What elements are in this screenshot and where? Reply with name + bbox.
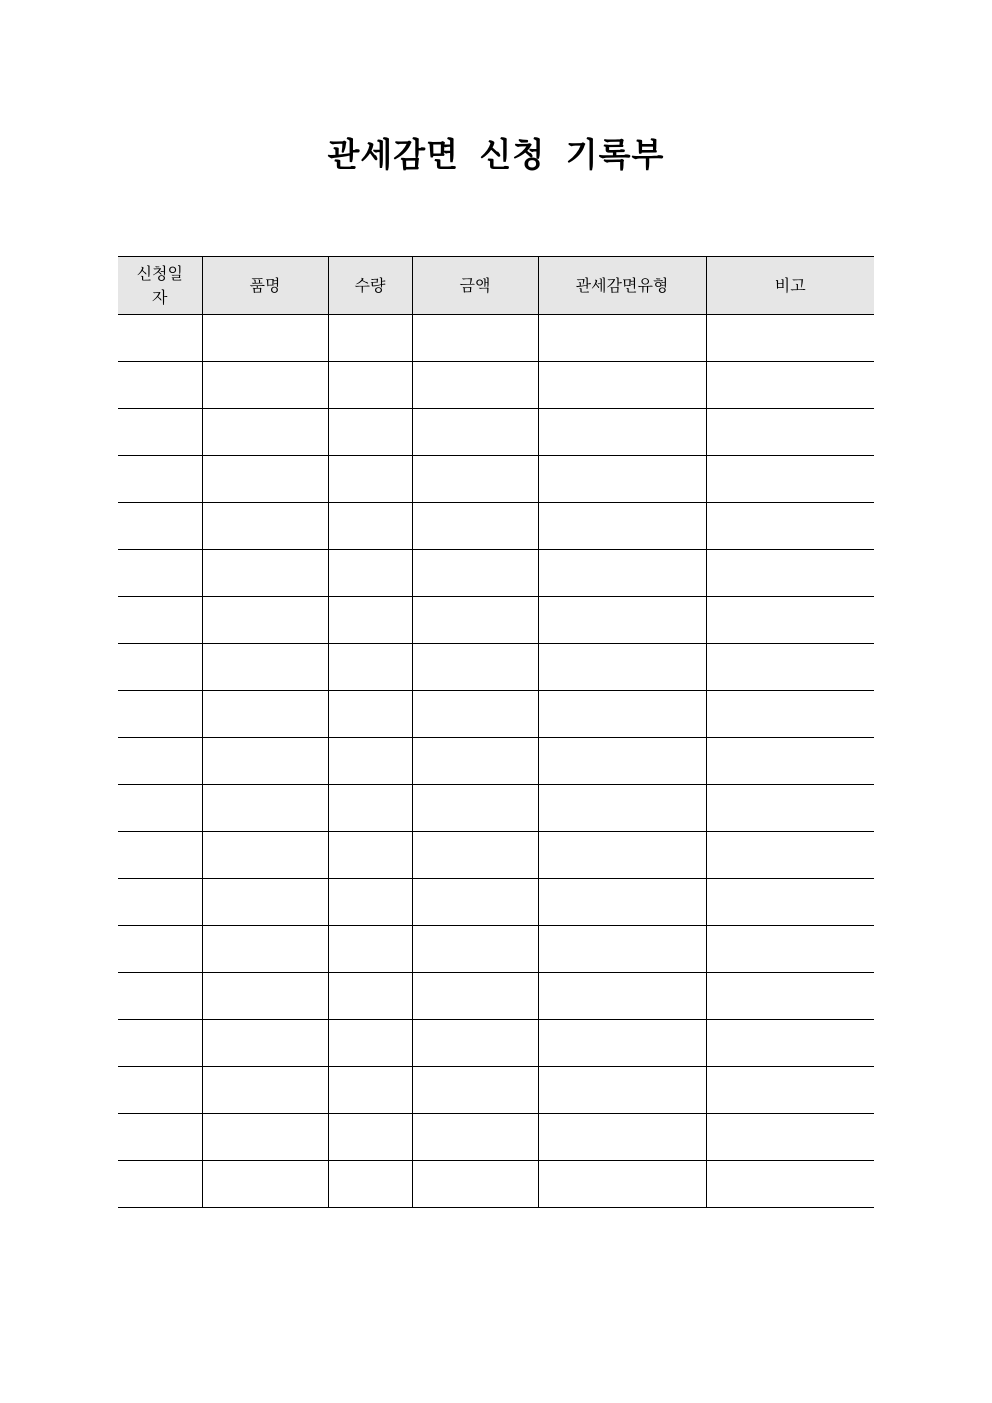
cell-remarks	[706, 362, 874, 409]
header-item-name: 품명	[202, 257, 328, 315]
cell-remarks	[706, 691, 874, 738]
cell-application-date	[118, 409, 202, 456]
header-application-date: 신청일자	[118, 257, 202, 315]
cell-reduction-type	[538, 1020, 706, 1067]
cell-remarks	[706, 644, 874, 691]
cell-quantity	[328, 879, 412, 926]
cell-application-date	[118, 550, 202, 597]
cell-amount	[412, 691, 538, 738]
cell-amount	[412, 315, 538, 362]
cell-item-name	[202, 691, 328, 738]
cell-remarks	[706, 315, 874, 362]
cell-application-date	[118, 1067, 202, 1114]
table-row	[118, 409, 874, 456]
cell-item-name	[202, 315, 328, 362]
cell-quantity	[328, 550, 412, 597]
cell-quantity	[328, 315, 412, 362]
cell-quantity	[328, 832, 412, 879]
header-row	[118, 257, 874, 315]
cell-reduction-type	[538, 785, 706, 832]
cell-amount	[412, 1114, 538, 1161]
cell-application-date	[118, 315, 202, 362]
cell-application-date	[118, 879, 202, 926]
cell-quantity	[328, 926, 412, 973]
cell-application-date	[118, 503, 202, 550]
cell-amount	[412, 503, 538, 550]
table-row	[118, 503, 874, 550]
cell-amount	[412, 409, 538, 456]
table-row	[118, 785, 874, 832]
cell-item-name	[202, 832, 328, 879]
cell-reduction-type	[538, 1067, 706, 1114]
header-reduction-type: 관세감면유형	[538, 257, 706, 315]
cell-remarks	[706, 1161, 874, 1208]
cell-item-name	[202, 550, 328, 597]
cell-reduction-type	[538, 456, 706, 503]
cell-application-date	[118, 691, 202, 738]
cell-reduction-type	[538, 1114, 706, 1161]
cell-quantity	[328, 644, 412, 691]
cell-item-name	[202, 926, 328, 973]
cell-item-name	[202, 785, 328, 832]
cell-item-name	[202, 1114, 328, 1161]
cell-remarks	[706, 503, 874, 550]
cell-reduction-type	[538, 597, 706, 644]
page-title: 관세감면 신청 기록부	[327, 135, 665, 174]
table-body	[118, 315, 874, 1208]
cell-application-date	[118, 832, 202, 879]
cell-item-name	[202, 1020, 328, 1067]
header-quantity: 수량	[328, 257, 412, 315]
table-row	[118, 1161, 874, 1208]
cell-reduction-type	[538, 879, 706, 926]
cell-item-name	[202, 503, 328, 550]
cell-item-name	[202, 456, 328, 503]
header-remarks: 비고	[706, 257, 874, 315]
cell-quantity	[328, 1020, 412, 1067]
table-row	[118, 1020, 874, 1067]
cell-remarks	[706, 879, 874, 926]
cell-quantity	[328, 785, 412, 832]
cell-quantity	[328, 691, 412, 738]
cell-application-date	[118, 738, 202, 785]
cell-reduction-type	[538, 644, 706, 691]
cell-remarks	[706, 1114, 874, 1161]
cell-amount	[412, 597, 538, 644]
cell-amount	[412, 832, 538, 879]
cell-remarks	[706, 973, 874, 1020]
cell-amount	[412, 456, 538, 503]
cell-quantity	[328, 1114, 412, 1161]
cell-application-date	[118, 456, 202, 503]
table-row	[118, 362, 874, 409]
cell-reduction-type	[538, 691, 706, 738]
cell-remarks	[706, 597, 874, 644]
cell-quantity	[328, 1067, 412, 1114]
cell-item-name	[202, 362, 328, 409]
cell-quantity	[328, 409, 412, 456]
cell-amount	[412, 973, 538, 1020]
cell-remarks	[706, 456, 874, 503]
cell-reduction-type	[538, 1161, 706, 1208]
cell-item-name	[202, 597, 328, 644]
cell-quantity	[328, 973, 412, 1020]
cell-quantity	[328, 1161, 412, 1208]
table-row	[118, 738, 874, 785]
table-row	[118, 926, 874, 973]
table-row	[118, 879, 874, 926]
cell-remarks	[706, 409, 874, 456]
table-row	[118, 691, 874, 738]
table-row	[118, 597, 874, 644]
cell-remarks	[706, 832, 874, 879]
cell-amount	[412, 1161, 538, 1208]
table-row	[118, 973, 874, 1020]
cell-amount	[412, 644, 538, 691]
cell-remarks	[706, 785, 874, 832]
cell-application-date	[118, 1161, 202, 1208]
table-row	[118, 832, 874, 879]
cell-item-name	[202, 1161, 328, 1208]
cell-amount	[412, 738, 538, 785]
header-amount: 금액	[412, 257, 538, 315]
cell-reduction-type	[538, 738, 706, 785]
cell-amount	[412, 785, 538, 832]
cell-reduction-type	[538, 503, 706, 550]
cell-remarks	[706, 550, 874, 597]
cell-reduction-type	[538, 926, 706, 973]
cell-application-date	[118, 362, 202, 409]
cell-reduction-type	[538, 832, 706, 879]
cell-application-date	[118, 1020, 202, 1067]
cell-remarks	[706, 1020, 874, 1067]
table-row	[118, 644, 874, 691]
cell-remarks	[706, 926, 874, 973]
cell-reduction-type	[538, 409, 706, 456]
cell-amount	[412, 362, 538, 409]
cell-application-date	[118, 644, 202, 691]
table-row	[118, 456, 874, 503]
cell-quantity	[328, 456, 412, 503]
cell-item-name	[202, 644, 328, 691]
cell-item-name	[202, 409, 328, 456]
cell-reduction-type	[538, 362, 706, 409]
cell-application-date	[118, 1114, 202, 1161]
cell-remarks	[706, 738, 874, 785]
cell-amount	[412, 1020, 538, 1067]
cell-item-name	[202, 738, 328, 785]
table-row	[118, 315, 874, 362]
cell-application-date	[118, 597, 202, 644]
cell-application-date	[118, 785, 202, 832]
application-record-table	[118, 256, 874, 1208]
cell-quantity	[328, 738, 412, 785]
cell-remarks	[706, 1067, 874, 1114]
cell-quantity	[328, 362, 412, 409]
cell-amount	[412, 879, 538, 926]
cell-reduction-type	[538, 315, 706, 362]
cell-quantity	[328, 597, 412, 644]
table-row	[118, 1067, 874, 1114]
cell-reduction-type	[538, 550, 706, 597]
cell-item-name	[202, 879, 328, 926]
cell-application-date	[118, 926, 202, 973]
cell-amount	[412, 926, 538, 973]
table-row	[118, 1114, 874, 1161]
cell-amount	[412, 550, 538, 597]
cell-item-name	[202, 973, 328, 1020]
cell-application-date	[118, 973, 202, 1020]
cell-reduction-type	[538, 973, 706, 1020]
table-row	[118, 550, 874, 597]
cell-quantity	[328, 503, 412, 550]
cell-amount	[412, 1067, 538, 1114]
cell-item-name	[202, 1067, 328, 1114]
